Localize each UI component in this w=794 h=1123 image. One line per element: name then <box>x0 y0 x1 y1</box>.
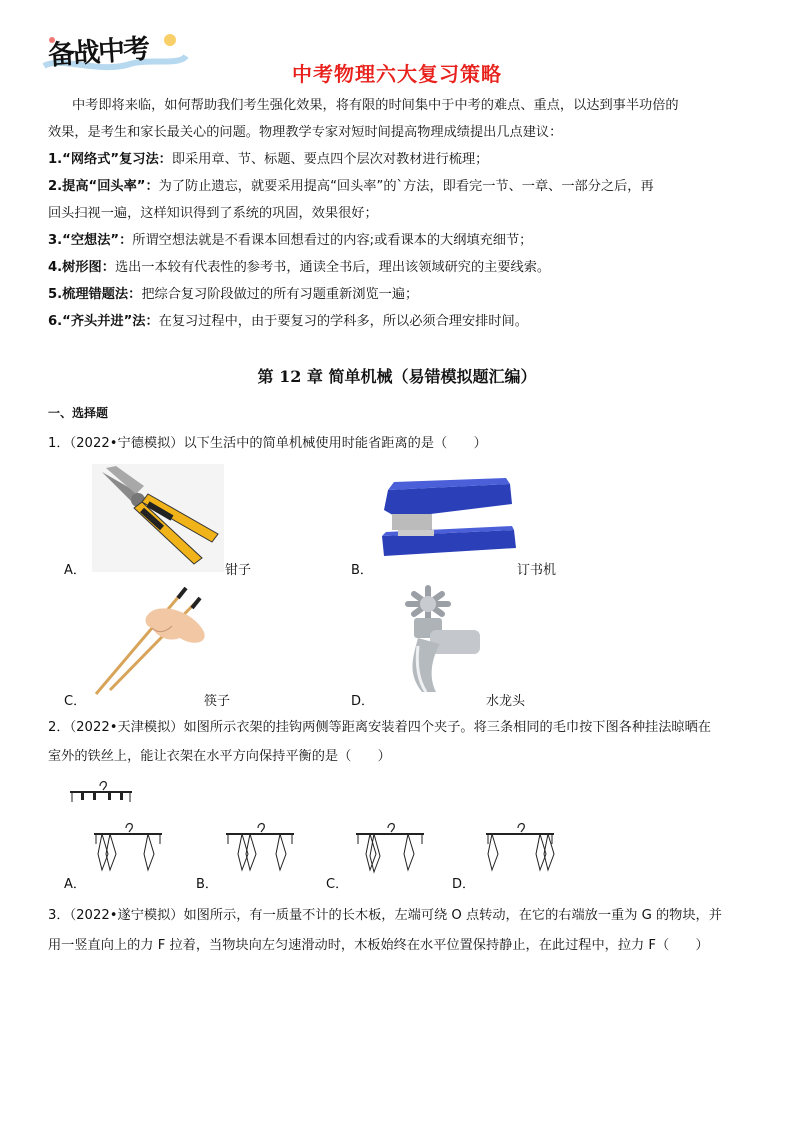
q2-option-a: A． <box>64 877 86 892</box>
tip-1-text: 即采用章、节、标题、要点四个层次对教材进行梳理； <box>171 152 489 167</box>
page-title: 中考物理六大复习策略 <box>292 62 502 86</box>
tip-2-cont <box>48 202 753 221</box>
q3-line-2: 用一竖直向上的力 F 拉着，当物块向左匀速滑动时，木板始终在水平位置保持静止，在此过程中，拉力 F（ ） <box>48 938 709 953</box>
pliers-image <box>92 464 224 572</box>
hanger-option-b-figure <box>222 820 298 876</box>
stapler-image <box>378 470 518 564</box>
tip-6-text: 在复习过程中，由于要复习的学科多，所以必须合理安排时间。 <box>158 314 528 329</box>
hanger-reference-figure <box>70 776 136 806</box>
hanger-option-c-figure <box>352 820 428 876</box>
q1-option-b-letter: B． <box>351 563 373 578</box>
tip-5 <box>48 283 753 302</box>
tip-2-cont-text: 回头扫视一遍，这样知识得到了系统的巩固，效果很好； <box>48 206 378 221</box>
tip-3-head: 3.“空想法”： <box>48 233 133 248</box>
q3-line-1: 3．（2022•遂宁模拟）如图所示，有一质量不计的长木板，左端可绕 O 点转动，在它的右端放一重为 G 的物块，并 <box>48 908 722 923</box>
tip-1 <box>48 148 753 167</box>
tip-6-head: 6.“齐头并进”法： <box>48 314 159 329</box>
q1-option-b-text: 订书机 <box>517 563 557 578</box>
section-title: 一、选择题 <box>48 406 109 420</box>
tip-5-text: 把综合复习阶段做过的所有习题重新浏览一遍； <box>141 287 419 302</box>
tip-4-text: 选出一本较有代表性的参考书，通读全书后，理出该领域研究的主要线索。 <box>114 260 551 275</box>
logo-text: 备战中考 <box>47 33 150 72</box>
tip-1-head: 1.“网络式”复习法： <box>48 152 172 167</box>
q1-option-a-text: 钳子 <box>225 563 252 578</box>
tip-2-head: 2.提高“回头率”： <box>48 179 159 194</box>
chopsticks-image <box>92 586 212 696</box>
q1-option-d-letter: D． <box>351 694 375 709</box>
q1-option-d-text: 水龙头 <box>486 694 526 709</box>
tip-3-text: 所谓空想法就是不看课本回想看过的内容;或看课本的大纲填充细节； <box>132 233 533 248</box>
q2-option-b: B． <box>196 877 218 892</box>
faucet-image <box>378 584 482 702</box>
hanger-option-a-figure <box>90 820 166 876</box>
tip-4-head: 4.树形图： <box>48 260 115 275</box>
intro-line-2: 效果，是考生和家长最关心的问题。物理教学专家对短时间提高物理成绩提出几点建议： <box>48 125 563 140</box>
tip-6 <box>48 310 753 329</box>
q2-option-d: D． <box>452 877 476 892</box>
q2-option-c: C． <box>326 877 349 892</box>
q1-option-c-text: 筷子 <box>204 694 231 709</box>
tip-5-head: 5.梳理错题法： <box>48 287 142 302</box>
tip-2 <box>48 175 753 194</box>
chapter-title: 第 12 章 简单机械（易错模拟题汇编） <box>257 367 537 386</box>
q1-option-a-letter: A． <box>64 563 86 578</box>
q2-line-1: 2．（2022•天津模拟）如图所示衣架的挂钩两侧等距离安装着四个夹子。将三条相同的毛巾按下图各种挂法晾晒在 <box>48 720 711 735</box>
intro-line-1: 中考即将来临，如何帮助我们考生强化效果，将有限的时间集中于中考的难点、重点，以达到事半功倍的 <box>72 98 679 113</box>
tip-4 <box>48 256 753 275</box>
q2-line-2: 室外的铁丝上，能让衣架在水平方向保持平衡的是（ ） <box>48 749 391 764</box>
q1-option-c-letter: C． <box>64 694 87 709</box>
tip-2-text: 为了防止遗忘，就要采用提高“回头率”的`方法，即看完一节、一章、一部分之后，再 <box>158 179 654 194</box>
hanger-option-d-figure <box>482 820 558 876</box>
q1-stem: 1．（2022•宁德模拟）以下生活中的简单机械使用时能省距离的是（ ） <box>48 436 487 451</box>
tip-3 <box>48 229 753 248</box>
